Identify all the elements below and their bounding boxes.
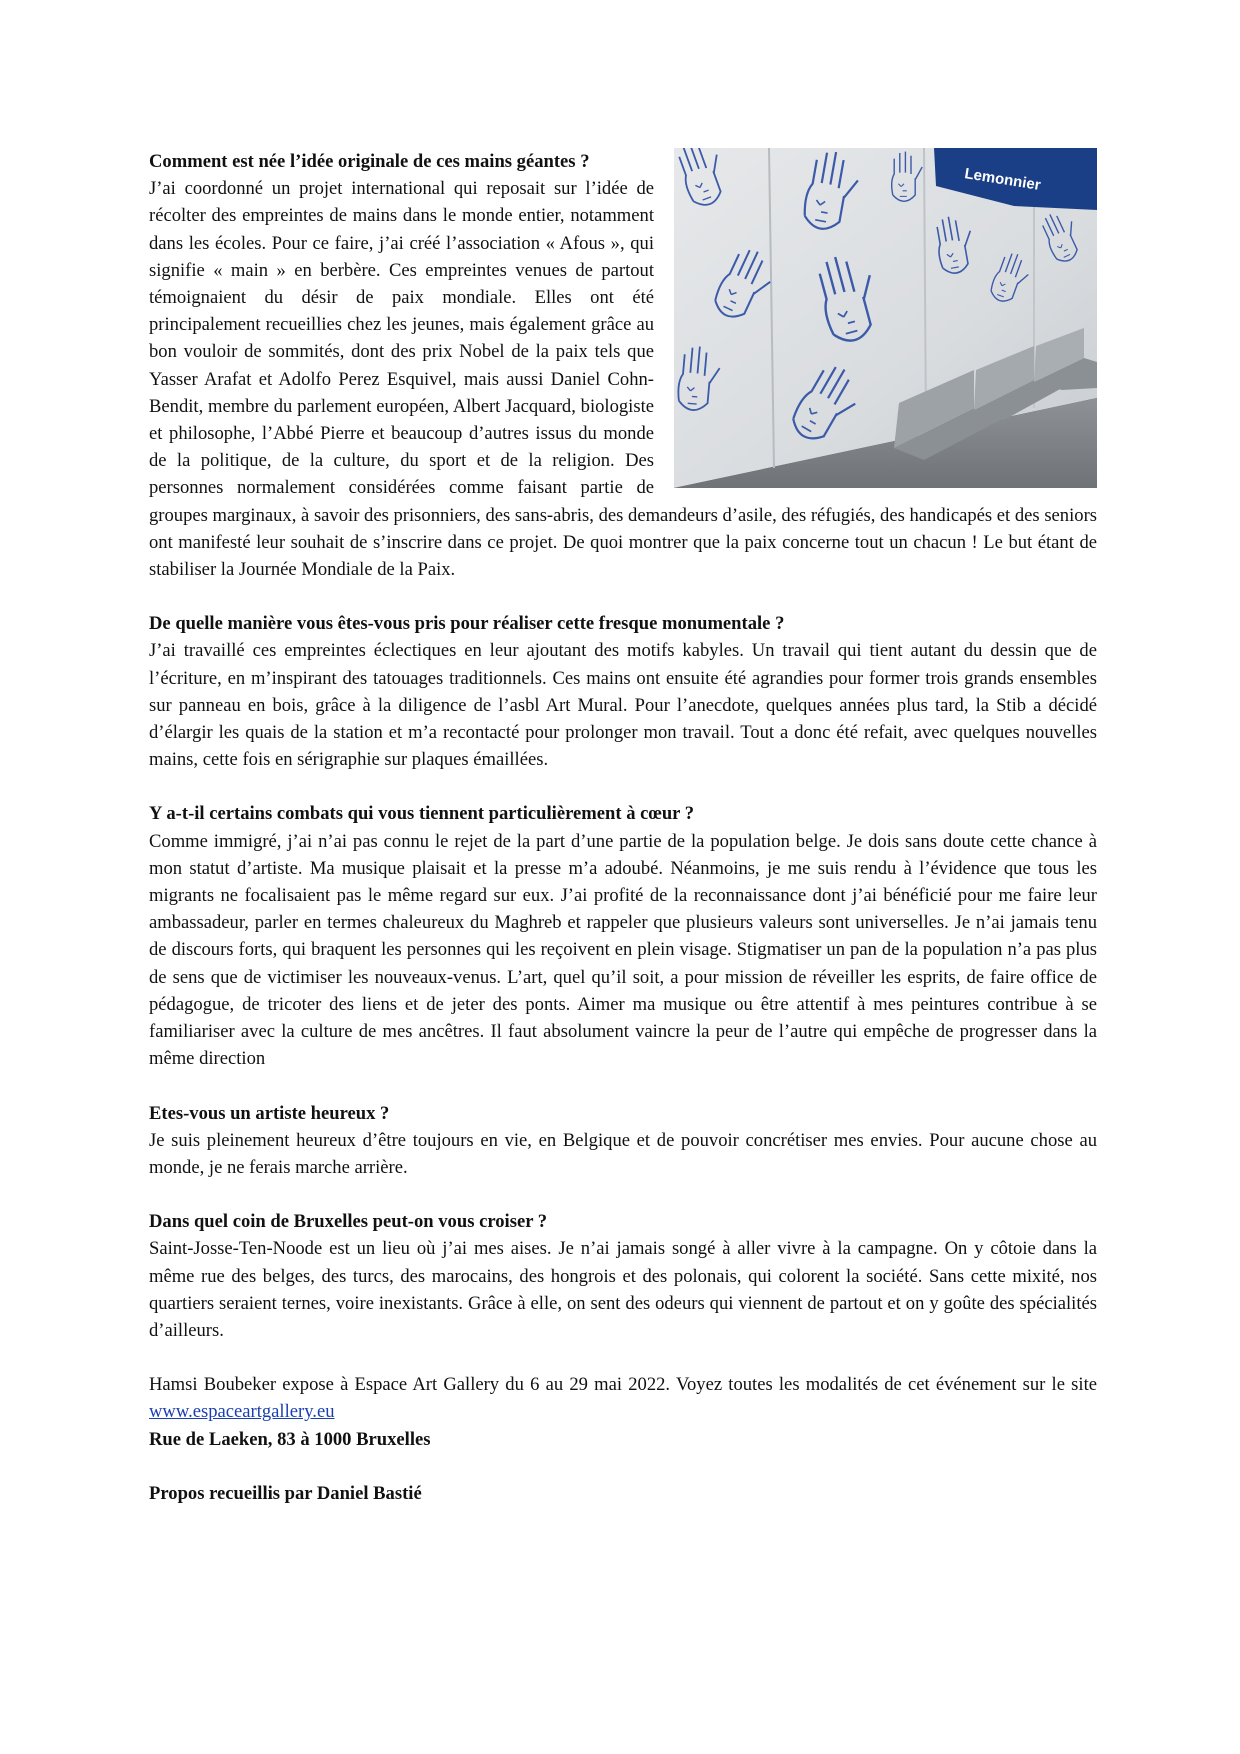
interview-credit: Propos recueillis par Daniel Bastié [149, 1482, 422, 1504]
interview-answer: Je suis pleinement heureux d’être toujours en vie, en Belgique et de pouvoir concrétiser mes envies. Pour aucune chose au monde, je ne ferais marche arrière. [149, 1129, 1097, 1178]
interview-question: Etes-vous un artiste heureux ? [149, 1102, 390, 1124]
interview-answer: J’ai coordonné un projet international qui reposait sur l’idée de récolter des empreintes de mains dans le monde entier, notamment dans les écoles. Pour ce faire, j’ai créé l’association « Afous », qui signifie « main » en berbère. Ces empreintes venues de partout témoignaient du désir de paix mondiale. Elles ont été principalement recueillies chez les jeunes, mais également grâce au bon vouloir de sommités, dont des prix Nobel de la paix tels que Yasser Arafat et Adolfo Perez Esquivel, mais aussi Daniel Cohn-Bendit, membre du parlement européen, Albert Jacquard, biologiste et philosophe, l’Abbé Pierre et beaucoup d’autres issus du monde de la politique, de la culture, du sport et de la religion. Des personnes normalement considérées comme faisant partie de groupes marginaux, à savoir des prisonniers, des sans-abris, des demandeurs d’asile, des réfugiés, des handicapés et des seniors ont manifesté leur souhait de s’inscrire dans ce projet. De quoi montrer que la paix concerne tout un chacun ! Le but étant de stabiliser la Journée Mondiale de la Paix. [149, 178, 1097, 581]
interview-question: Dans quel coin de Bruxelles peut-on vous croiser ? [149, 1211, 548, 1233]
interview-question: Comment est née l’idée originale de ces mains géantes ? [149, 151, 590, 172]
metro-station-photo [674, 148, 1097, 488]
exhibition-text [149, 1371, 1097, 1425]
interview-answer: Comme immigré, j’ai n’ai pas connu le rejet de la part d’une partie de la population belge. Je dois sans doute cette chance à mon statut d’artiste. Ma musique plaisait et la presse m’a adoubé. Néanmoins, je me suis rendu à l’évidence que tous les migrants ne focalisaient pas le même regard sur eux. J’ai profité de la reconnaissance dont j’ai bénéficié pour me faire leur ambassadeur, parler en termes chaleureux du Maghreb et rappeler que plusieurs valeurs sont universelles. Je n’ai jamais tenu de discours forts, qui braquent les personnes qui les reçoivent en plein visage. Stigmatiser un pan de la population n’a pas plus de sens que de victimiser les nouveaux-venus. L’art, quel qu’il soit, a pour mission de réveiller les esprits, de faire office de pédagogue, de tricoter des liens et de jeter des ponts. Aimer ma musique ou être attentif à mes peintures contribue à se familiariser avec la culture de mes ancêtres. Il faut absolument vaincre la peur de l’autre qui empêche de progresser dans la même direction [149, 830, 1097, 1070]
interview-question: Y a-t-il certains combats qui vous tiennent particulièrement à cœur ? [149, 803, 695, 825]
exhibition-description: Hamsi Boubeker expose à Espace Art Gallery du 6 au 29 mai 2022. Voyez toutes les modalités de cet événement sur le site [149, 1374, 1097, 1396]
article-body [149, 148, 1097, 1507]
interview-answer: J’ai travaillé ces empreintes éclectiques en leur ajoutant des motifs kabyles. Un travail qui tient autant du dessin que de l’écriture, en m’inspirant des tatouages traditionnels. Ces mains ont ensuite été agrandies pour former trois grands ensembles sur panneau en bois, grâce à la diligence de l’asbl Art Mural. Pour l’anecdote, quelques années plus tard, la Stib a décidé d’élargir les quais de la station et m’a recontacté pour prolonger mon travail. Tout a donc été refait, avec quelques nouvelles mains, cette fois en sérigraphie sur plaques émaillées. [149, 640, 1097, 771]
exhibition-info [149, 1371, 1097, 1453]
sign-label: Lemonnier [963, 165, 1042, 194]
interview-question: De quelle manière vous êtes-vous pris pour réaliser cette fresque monumentale ? [149, 613, 785, 635]
interview-section-4 [149, 1100, 1097, 1182]
interview-section-3 [149, 800, 1097, 1072]
metro-photo-illustration [674, 148, 1097, 488]
gallery-address: Rue de Laeken, 83 à 1000 Bruxelles [149, 1428, 431, 1450]
gallery-website-link[interactable]: www.espaceartgallery.eu [149, 1401, 335, 1423]
interview-answer: Saint-Josse-Ten-Noode est un lieu où j’ai mes aises. Je n’ai jamais songé à aller vivre à la campagne. On y côtoie dans la même rue des belges, des turcs, des marocains, des hongrois et des polonais, qui colorent la société. Sans cette mixité, nos quartiers seraient ternes, voire inexistants. Grâce à elle, on sent des odeurs qui viennent de partout et on y goûte des spécialités d’ailleurs. [149, 1238, 1097, 1341]
interview-section-5 [149, 1208, 1097, 1344]
interview-section-2 [149, 610, 1097, 773]
